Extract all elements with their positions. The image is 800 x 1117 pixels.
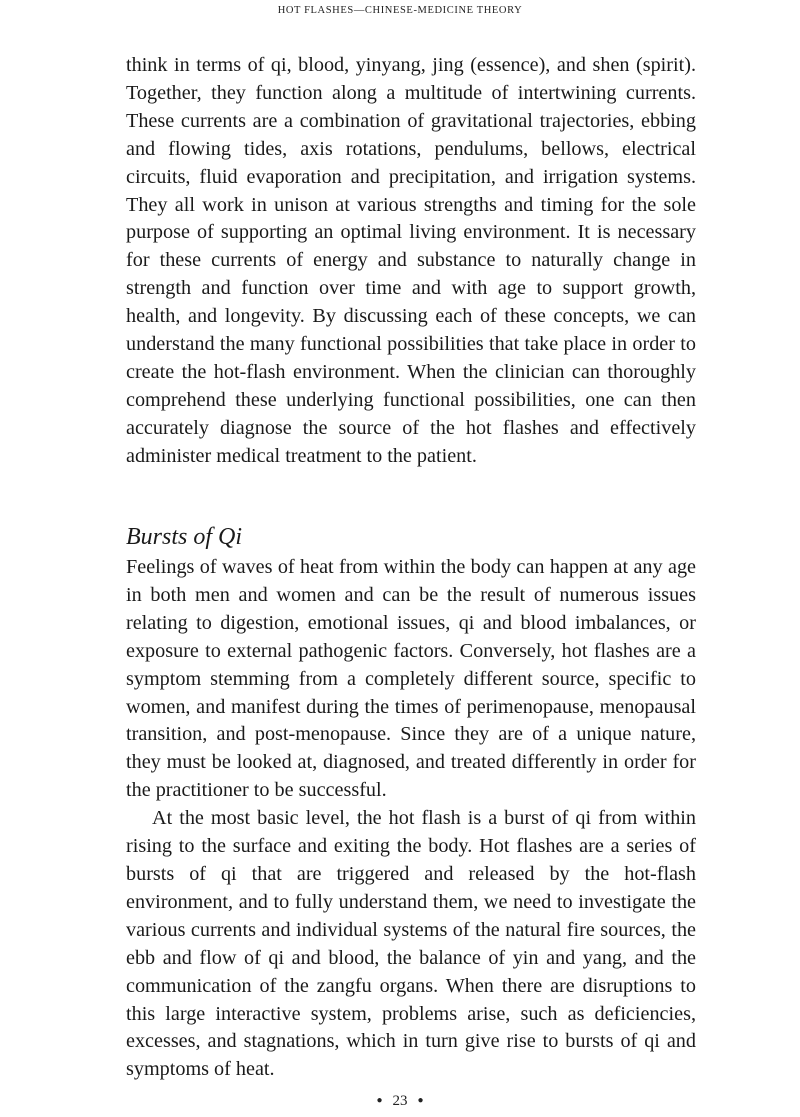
- paragraph: Feelings of waves of heat from within the body can happen at any age in both men and women and can be the result of numerous issues relating to digestion, emotional issues, qi and blood imbalances, or exposure to external pathogenic factors. Conversely, hot flashes are a symptom stemming from a completely different source, specific to women, and manifest during the times of perimenopause, menopausal transition, and post-menopause. Since they are of a unique nature, they must be looked at, diagnosed, and treated differently in order for the practitioner to be successful.: [126, 556, 696, 802]
- page-number: 23: [392, 1093, 408, 1109]
- paragraph: think in terms of qi, blood, yinyang, jing (essence), and shen (spirit). Together, they function along a multitude of intertwining currents. These currents are a combination of gravitational trajectories, ebbing and flowing tides, axis rotations, pendulums, bellows, electrical circuits, fluid evaporation and precipitation, and irrigation systems. They all work in unison at various strengths and timing for the sole purpose of supporting an optimal living environment. It is necessary for these currents of energy and substance to naturally change in strength and function over time and with age to support growth, health, and longevity. By discussing each of these concepts, we can understand the many functional possibilities that take place in order to create the hot-flash environment. When the clinician can thoroughly comprehend these underlying functional possibilities, one can then accurately diagnose the source of the hot flashes and effectively administer medical treatment to the patient.: [126, 54, 696, 467]
- text-block-intro: [126, 52, 696, 471]
- paragraph: At the most basic level, the hot flash is a burst of qi from within rising to the surface and exiting the body. Hot flashes are a series of bursts of qi that are triggered and released by the hot-flash environment, and to fully understand them, we need to investigate the various currents and individual systems of the natural fire sources, the ebb and flow of qi and blood, the balance of yin and yang, and the communication of the zangfu organs. When there are disruptions to this large interactive system, problems arise, such as deficiencies, excesses, and stagnations, which in turn give rise to bursts of qi and symptoms of heat.: [126, 807, 696, 1081]
- section-heading: Bursts of Qi: [126, 524, 243, 550]
- bullet-ornament-left: ●: [376, 1095, 383, 1106]
- running-head: HOT FLASHES—CHINESE-MEDICINE THEORY: [277, 5, 523, 16]
- page-folio: [0, 1093, 800, 1110]
- bullet-ornament-right: ●: [417, 1095, 424, 1106]
- text-block-section: [126, 554, 696, 1084]
